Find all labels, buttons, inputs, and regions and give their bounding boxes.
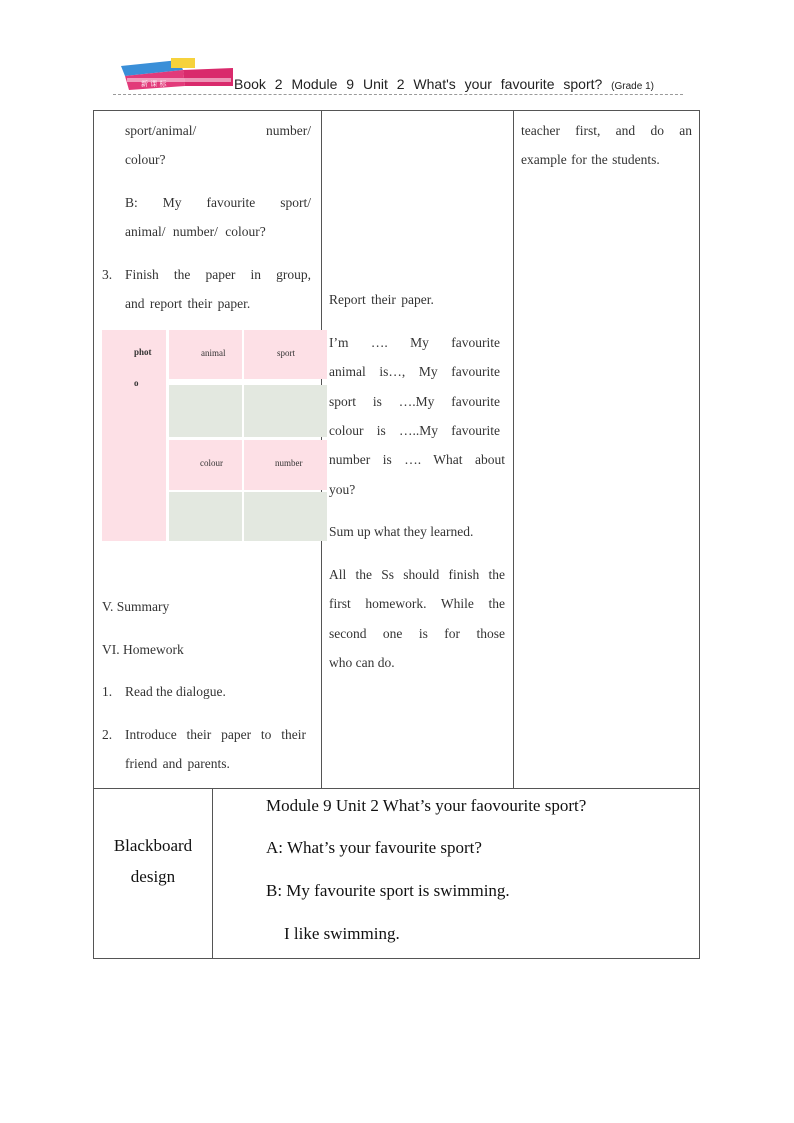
- answer-text: B: My favourite sport/: [125, 195, 311, 210]
- activity-text: All the Ss should finish the: [329, 567, 505, 582]
- logo-icon: [119, 56, 235, 92]
- sport-label: sport: [277, 348, 295, 358]
- question-text: sport/animal/ number/: [125, 123, 311, 138]
- blackboard-line: B: My favourite sport is swimming.: [266, 881, 510, 900]
- activity-text: first homework. While the: [329, 596, 505, 611]
- activity-text: animal is…, My favourite: [329, 364, 500, 379]
- blackboard-line: I like swimming.: [284, 924, 400, 943]
- blackboard-label: Blackboard: [113, 836, 193, 855]
- homework-heading: VI. Homework: [102, 642, 184, 657]
- photo-label: phot: [134, 347, 152, 357]
- teacher-note: teacher first, and do an: [521, 123, 692, 138]
- blackboard-line: Module 9 Unit 2 What’s your faovourite sport?: [266, 796, 587, 815]
- homework-item: Read the dialogue.: [125, 684, 226, 699]
- column-divider: [513, 111, 514, 788]
- header-divider: [113, 94, 683, 95]
- answer-text: animal/ number/ colour?: [125, 224, 266, 239]
- photo-label: o: [134, 378, 139, 388]
- homework-item: Introduce their paper to their: [125, 727, 306, 742]
- colour-label: colour: [200, 458, 223, 468]
- list-number: 2.: [102, 727, 113, 742]
- blank-cell: [169, 385, 242, 437]
- summary-heading: V. Summary: [102, 599, 170, 614]
- blackboard-line: A: What’s your favourite sport?: [266, 838, 482, 857]
- number-label: number: [275, 458, 303, 468]
- blank-cell: [169, 492, 242, 541]
- grade-label: (Grade 1): [611, 81, 654, 92]
- question-text: colour?: [125, 152, 166, 167]
- homework-item: friend and parents.: [125, 756, 230, 771]
- activity-text: Report their paper.: [329, 292, 434, 307]
- activity-text: number is …. What about: [329, 452, 505, 467]
- activity-text: you?: [329, 482, 356, 497]
- blackboard-label: design: [130, 867, 176, 886]
- row-divider: [94, 788, 699, 789]
- lesson-table: [93, 110, 700, 959]
- activity-text: second one is for those: [329, 626, 505, 641]
- blank-cell: [244, 385, 327, 437]
- activity-text: sport is ….My favourite: [329, 394, 500, 409]
- step-text: and report their paper.: [125, 296, 251, 311]
- blank-cell: [244, 492, 327, 541]
- document-title: Book 2 Module 9 Unit 2 What's your favourite sport?: [234, 76, 603, 92]
- activity-text: colour is …..My favourite: [329, 423, 500, 438]
- activity-text: I’m …. My favourite: [329, 335, 500, 350]
- photo-cell: [102, 330, 166, 541]
- animal-label: animal: [201, 348, 226, 358]
- activity-text: Sum up what they learned.: [329, 524, 474, 539]
- svg-text:新 课 标: 新 课 标: [141, 80, 167, 88]
- list-number: 3.: [102, 267, 113, 282]
- header-title: [234, 76, 654, 92]
- teacher-note: example for the students.: [521, 152, 660, 167]
- column-divider: [212, 788, 213, 958]
- page-header: [113, 56, 683, 98]
- list-number: 1.: [102, 684, 113, 699]
- activity-text: who can do.: [329, 655, 395, 670]
- step-text: Finish the paper in group,: [125, 267, 311, 282]
